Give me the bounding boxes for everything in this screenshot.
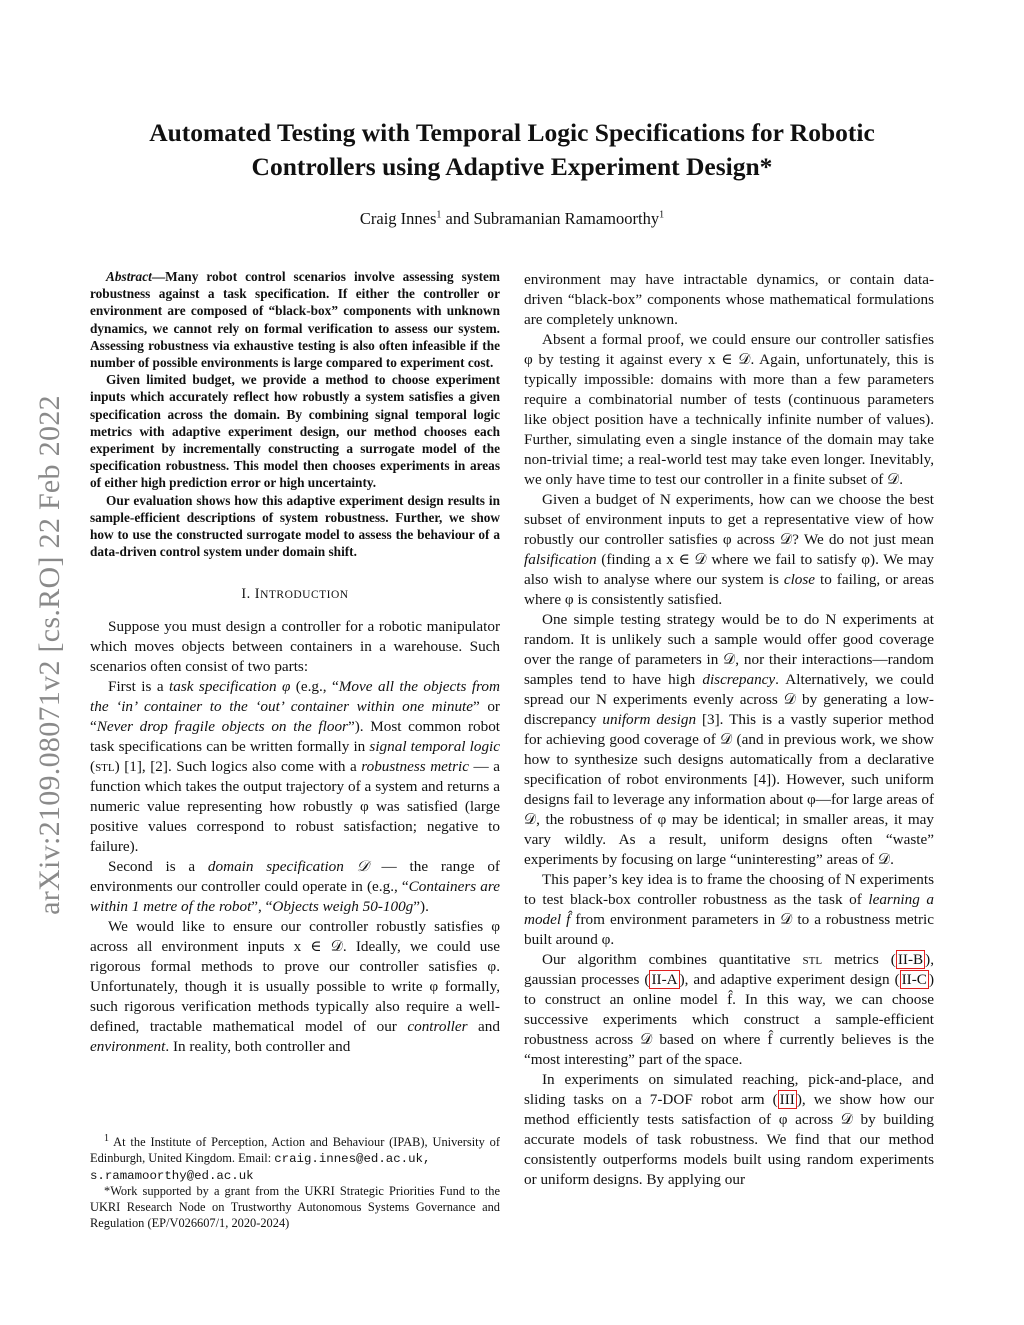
section-ref-II-C[interactable]: II-C — [901, 971, 927, 988]
body-paragraph-experiments: In experiments on simulated reaching, pick-and-place, and sliding tasks on a 7-DOF robot arm ( III ), we show how our method efficiently tests satisfaction of φ across 𝒟 by building accurate models of task robustness. We find that our method consistently outperforms models built using random experiments or uniform designs. By applying our — [524, 1071, 935, 1188]
footnote-funding: *Work supported by a grant from the UKRI Strategic Priorities Fund to the UKRI Research Node on Trustworthy Autonomous Systems Governance and Regulation (EP/V026607/1, 2020-2024) — [90, 1184, 500, 1230]
intro-paragraph-4: We would like to ensure our controller robustly satisfies φ across all environment inputs x ∈ 𝒟. Ideally, we could use rigorous formal methods to prove our controller satisfies φ. Unfortunately, though it is usually possible to write φ formally, such rigorous verification methods typically also require a well-defined, tractable mathematical model of our controller and environment. In reality, both controller and — [90, 918, 500, 1056]
section-ref-III[interactable]: III — [779, 1091, 795, 1108]
email-link-1[interactable]: craig.innes@ed.ac.uk, — [274, 1151, 431, 1166]
author-1: Craig Innes — [359, 209, 437, 228]
intro-paragraph-3: Second is a domain specification 𝒟 — the range of environments our controller could operate in (e.g., “Containers are within 1 metre of the robot”, “Objects weigh 50-100g”). — [90, 858, 500, 916]
arxiv-stamp-text: arXiv:2109.08071v2 [cs.RO] 22 Feb 2022 — [33, 395, 66, 915]
author-list — [90, 209, 934, 229]
body-paragraph-algorithm: Our algorithm combines quantitative stl metrics ( II-B ), gaussian processes ( II-A ), and adaptive experiment design ( II-C ) to construct an online model f̂. In this way, we can choose successive experiments which construct a sample-efficient robustness across 𝒟 based on where f̂ currently believes is the “most interesting” part of the space. — [524, 951, 934, 1068]
author-conjunction: and — [445, 209, 470, 228]
intro-paragraph-1: Suppose you must design a controller for a robotic manipulator which moves objects between containers in a warehouse. Such scenarios often consist of two parts: — [90, 618, 500, 676]
footnote-affiliation: $^1$ At the Institute of Perception, Action and Behaviour (IPAB), University of Edinburgh, United Kingdom. Email: craig.innes@ed.ac.uk, s.ramamoorthy@ed.ac.uk — [90, 1132, 500, 1183]
right-column — [524, 270, 934, 1190]
intro-paragraph-2: First is a task specification φ (e.g., “Move all the objects from the ‘in’ container to the ‘out’ container within one minute” or “Never drop fragile objects on the floor”). Most common robot task specifications can be written formally in signal temporal logic (stl) [1], [2]. Such logics also come with a robustness metric — a function which takes the output trajectory of a system and returns a numeric value representing how robustly φ was satisfied (large positive values correspond to robust satisfaction; negative to failure). — [90, 678, 501, 856]
author-2: Subramanian Ramamoorthy — [473, 209, 660, 228]
section-title-rest: NTRODUCTION — [260, 589, 349, 602]
section-number: I. — [241, 586, 255, 603]
section-ref-II-B[interactable]: II-B — [897, 951, 924, 968]
abstract-dash: — — [151, 269, 166, 284]
body-paragraph-strategy: One simple testing strategy would be to do N experiments at random. It is unlikely such a sample would offer good coverage over the range of parameters in 𝒟, nor their interactions—random samples tend to have high discrepancy. Alternatively, we could spread our N experiments evenly across 𝒟 by generating a low-discrepancy uniform design [3]. This is a vastly superior method for achieving good coverage of 𝒟 (and in previous work, we show how to synthesize such designs automatically from a declarative specification of robot environments [4]). However, such uniform designs fail to leverage any information about φ—for large areas of 𝒟, the robustness of φ may be identical; in smaller areas, it may vary wildly. As a result, uniform designs often “waste” experiments by focusing on large “uninteresting” areas of 𝒟. — [524, 611, 934, 868]
abstract — [90, 268, 500, 560]
section-ref-II-A[interactable]: II-A — [651, 971, 678, 988]
abstract-label: Abstract — [106, 269, 152, 284]
section-heading-introduction — [90, 586, 500, 603]
section-initial: I — [254, 586, 261, 603]
author-2-affil: 1 — [659, 209, 665, 221]
title-line-2: Controllers using Adaptive Experiment Design* — [251, 152, 773, 181]
author-1-affil: 1 — [436, 209, 442, 221]
left-column — [90, 268, 500, 1057]
abstract-paragraph-3: Our evaluation shows how this adaptive experiment design results in sample-efficient descriptions of system robustness. Further, we show how to use the constructed surrogate model to assess the behaviour of a data-driven control system under domain shift. — [90, 492, 500, 560]
footnotes — [90, 1132, 500, 1232]
body-paragraph-formal-proof: Absent a formal proof, we could ensure our controller satisfies φ by testing it against every x ∈ 𝒟. Again, unfortunately, this is typically impossible: domains with more than a few parameters require a combinatorial number of tests (continuous parameters like object position have a technically infinite number of values). Further, simulating even a single instance of the domain may take non-trivial time; a real-world test may take even longer. Inevitably, we only have time to test our controller in a finite subset of 𝒟. — [524, 331, 934, 488]
body-paragraph-budget: Given a budget of N experiments, how can we choose the best subset of environment inputs to get a representative view of how robustly our controller satisfies φ across 𝒟? We do not just mean falsification (finding a x ∈ 𝒟 where we fail to satisfy φ). We may also wish to analyse where our system is close to failing, or areas where φ is consistently satisfied. — [524, 491, 934, 608]
abstract-text-1: Many robot control scenarios involve assessing system robustness against a task specification. If either the controller or environment are composed of “black-box” components with unknown dynamics, we cannot rely on formal verification to assess our system. Assessing robustness via exhaustive testing is also often infeasible if the number of possible environments is large compared to experiment cost. — [90, 269, 500, 371]
abstract-paragraph-2: Given limited budget, we provide a method to choose experiment inputs which accurately reflect how robustly a system satisfies a given specification across the domain. By combining signal temporal logic metrics with adaptive experiment design, our method chooses each experiment by incrementally constructing a surrogate model of the specification robustness. This model then chooses experiments in areas of either high prediction error or high uncertainty. — [90, 372, 500, 491]
abstract-paragraph-1 — [90, 268, 500, 371]
arxiv-stamp — [32, 355, 68, 955]
body-paragraph-key-idea: This paper’s key idea is to frame the choosing of N experiments to test black-box controller robustness as the task of learning a model f̂ from environment parameters in 𝒟 to a robustness metric built around φ. — [524, 871, 934, 948]
footnote-mark: 1 — [104, 1132, 109, 1144]
body-paragraph-continued: environment may have intractable dynamics, or contain data-driven “black-box” components whose mathematical formulations are completely unknown. — [524, 271, 934, 328]
email-link-2[interactable]: s.ramamoorthy@ed.ac.uk — [90, 1168, 254, 1183]
paper-title — [90, 116, 934, 184]
title-line-1: Automated Testing with Temporal Logic Specifications for Robotic — [149, 118, 875, 147]
